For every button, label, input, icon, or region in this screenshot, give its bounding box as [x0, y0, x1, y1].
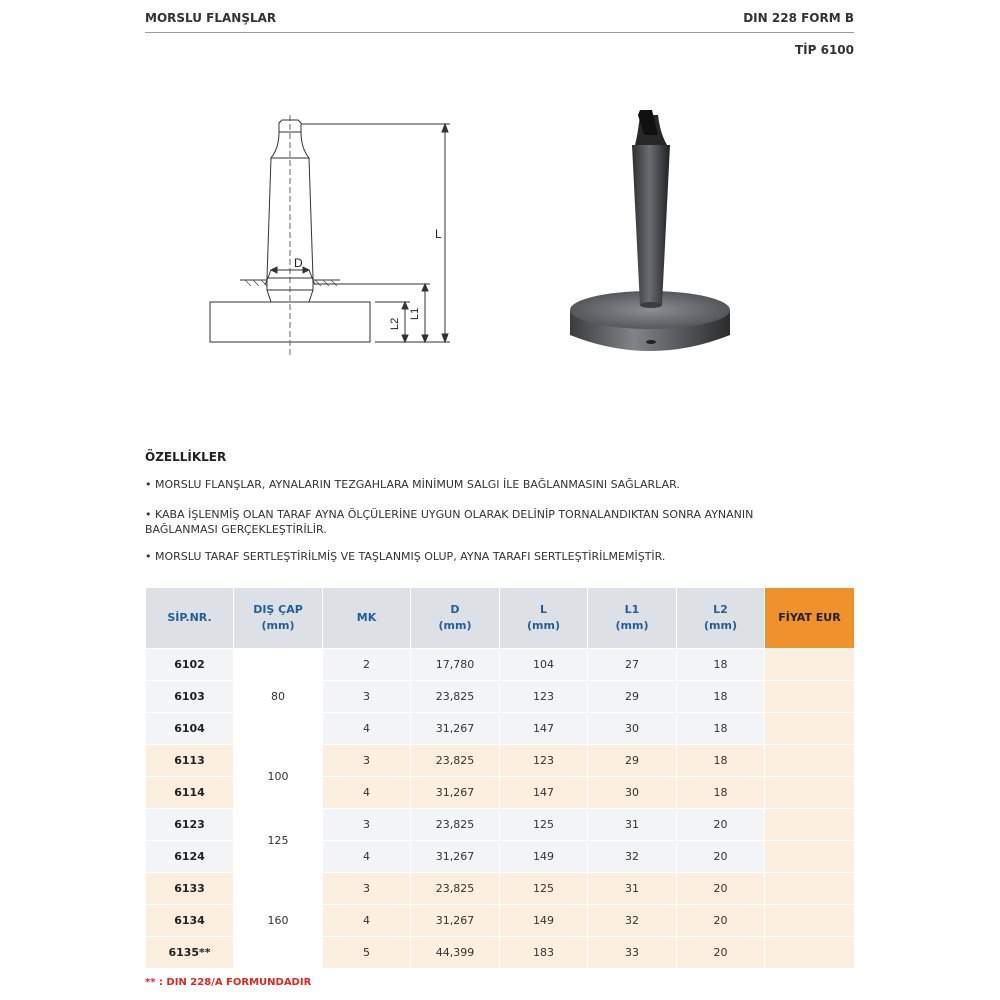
cell-d: 23,825	[411, 681, 500, 713]
header-l2: L2 (mm)	[677, 588, 765, 649]
feature-item-1: • MORSLU FLANŞLAR, AYNALARIN TEZGAHLARA MİNİMUM SALGI İLE BAĞLANMASINI SAĞLARLAR.	[145, 478, 680, 491]
cell-d: 23,825	[411, 809, 500, 841]
cell-price	[765, 809, 855, 841]
footnote: ** : DIN 228/A FORMUNDADIR	[145, 977, 312, 988]
table-row	[146, 809, 855, 841]
header-sip: SİP.NR.	[146, 588, 234, 649]
product-photo	[560, 105, 740, 365]
cell-l2: 18	[677, 777, 765, 809]
features-title: ÖZELLİKLER	[145, 450, 227, 464]
cell-sip: 6133	[146, 873, 234, 905]
cell-l: 123	[500, 745, 588, 777]
cell-price	[765, 905, 855, 937]
cell-l1: 29	[588, 681, 677, 713]
cell-mk: 3	[323, 809, 411, 841]
cell-l: 104	[500, 649, 588, 681]
cell-l2: 18	[677, 713, 765, 745]
cell-mk: 3	[323, 873, 411, 905]
cell-mk: 4	[323, 777, 411, 809]
cell-l1: 30	[588, 713, 677, 745]
cell-l1: 33	[588, 937, 677, 969]
header-price: FİYAT EUR	[765, 588, 855, 649]
cell-sip: 6113	[146, 745, 234, 777]
label-d: D	[294, 256, 303, 270]
table-row	[146, 649, 855, 681]
cell-price	[765, 649, 855, 681]
cell-d: 17,780	[411, 649, 500, 681]
cell-dis-cap: 100	[234, 745, 323, 809]
cell-sip: 6135**	[146, 937, 234, 969]
header-l1: L1 (mm)	[588, 588, 677, 649]
table-header-row	[146, 588, 855, 649]
cell-dis-cap: 160	[234, 873, 323, 969]
cell-d: 31,267	[411, 841, 500, 873]
cell-l: 149	[500, 905, 588, 937]
feature-item-2: • KABA İŞLENMİŞ OLAN TARAF AYNA ÖLÇÜLERİNE UYGUN OLARAK DELİNİP TORNALANDIKTAN SONRA AYNANIN BAĞLANMASI GERÇEKLEŞTİRİLİR.	[145, 508, 754, 536]
header-divider	[145, 32, 854, 33]
feature-item-3: • MORSLU TARAF SERTLEŞTİRİLMİŞ VE TAŞLANMIŞ OLUP, AYNA TARAFI SERTLEŞTİRİLMEMİŞTİR.	[145, 550, 666, 563]
cell-l1: 30	[588, 777, 677, 809]
label-l: L	[435, 227, 442, 241]
cell-l: 147	[500, 777, 588, 809]
cell-l: 123	[500, 681, 588, 713]
cell-sip: 6134	[146, 905, 234, 937]
cell-mk: 4	[323, 905, 411, 937]
cell-mk: 4	[323, 713, 411, 745]
type-label: TİP 6100	[794, 43, 854, 57]
product-table	[145, 587, 855, 969]
cell-price	[765, 873, 855, 905]
cell-l: 149	[500, 841, 588, 873]
cell-l: 125	[500, 873, 588, 905]
header-d: D (mm)	[411, 588, 500, 649]
table-row	[146, 745, 855, 777]
cell-mk: 2	[323, 649, 411, 681]
cell-sip: 6103	[146, 681, 234, 713]
cell-l1: 31	[588, 809, 677, 841]
header-mk: MK	[323, 588, 411, 649]
cell-price	[765, 681, 855, 713]
cell-sip: 6123	[146, 809, 234, 841]
cell-l2: 20	[677, 809, 765, 841]
cell-dis-cap: 125	[234, 809, 323, 873]
cell-l1: 31	[588, 873, 677, 905]
page-title-left: MORSLU FLANŞLAR	[145, 11, 277, 25]
cell-l2: 18	[677, 649, 765, 681]
page-title-right: DIN 228 FORM B	[743, 11, 854, 25]
cell-l2: 20	[677, 905, 765, 937]
label-l1: L1	[409, 307, 421, 320]
cell-price	[765, 841, 855, 873]
header-l: L (mm)	[500, 588, 588, 649]
cell-d: 44,399	[411, 937, 500, 969]
cell-sip: 6102	[146, 649, 234, 681]
table-row	[146, 873, 855, 905]
cell-mk: 3	[323, 681, 411, 713]
cell-sip: 6124	[146, 841, 234, 873]
cell-mk: 3	[323, 745, 411, 777]
cell-dis-cap: 80	[234, 649, 323, 745]
label-l2: L2	[389, 317, 401, 330]
cell-d: 31,267	[411, 713, 500, 745]
cell-l2: 20	[677, 841, 765, 873]
cell-mk: 5	[323, 937, 411, 969]
cell-price	[765, 713, 855, 745]
cell-price	[765, 777, 855, 809]
cell-d: 23,825	[411, 745, 500, 777]
cell-l1: 27	[588, 649, 677, 681]
cell-l2: 20	[677, 937, 765, 969]
cell-mk: 4	[323, 841, 411, 873]
cell-l: 183	[500, 937, 588, 969]
cell-l2: 18	[677, 745, 765, 777]
cell-sip: 6114	[146, 777, 234, 809]
cell-d: 31,267	[411, 777, 500, 809]
cell-price	[765, 745, 855, 777]
cell-l: 125	[500, 809, 588, 841]
cell-l1: 29	[588, 745, 677, 777]
cell-l2: 18	[677, 681, 765, 713]
cell-sip: 6104	[146, 713, 234, 745]
cell-d: 23,825	[411, 873, 500, 905]
cell-d: 31,267	[411, 905, 500, 937]
header-dis-cap: DIŞ ÇAP (mm)	[234, 588, 323, 649]
cell-price	[765, 937, 855, 969]
technical-drawing	[195, 110, 485, 370]
cell-l1: 32	[588, 905, 677, 937]
cell-l1: 32	[588, 841, 677, 873]
cell-l: 147	[500, 713, 588, 745]
cell-l2: 20	[677, 873, 765, 905]
